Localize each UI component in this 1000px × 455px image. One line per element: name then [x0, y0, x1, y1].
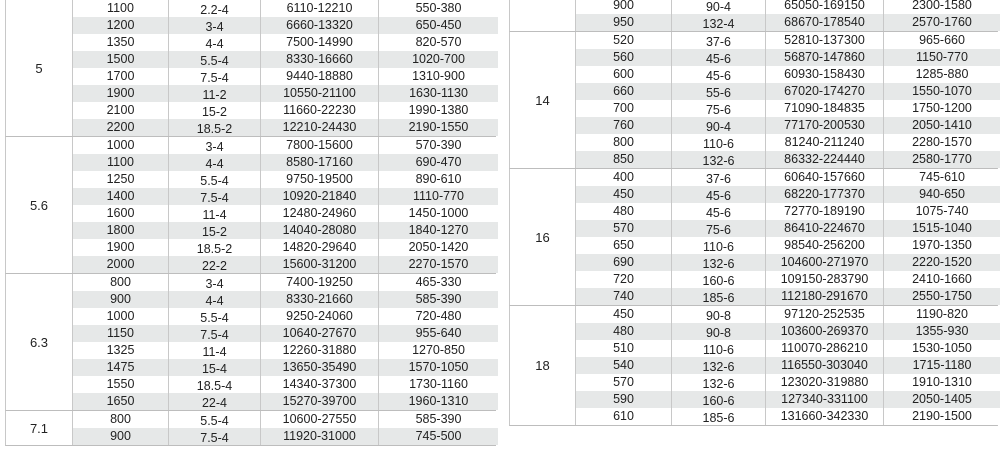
- speed-cell: 660: [576, 83, 672, 100]
- speed-cell: 520: [576, 32, 672, 49]
- table-row: [73, 222, 498, 239]
- model-number-cell: 7.1: [6, 411, 73, 445]
- group-rows: [576, 169, 1000, 305]
- speed-cell: 560: [576, 49, 672, 66]
- motor-power-cell: 18.5-4: [169, 376, 261, 393]
- speed-cell: 1900: [73, 85, 169, 102]
- air-volume-cell: 97120-252535: [766, 306, 884, 323]
- air-volume-cell: 10600-27550: [261, 411, 379, 428]
- air-volume-cell: 52810-137300: [766, 32, 884, 49]
- pressure-cell: 1970-1350: [912, 238, 972, 252]
- air-volume-cell: 12260-31880: [261, 342, 379, 359]
- table-row: [73, 239, 498, 256]
- speed-cell: 1550: [73, 376, 169, 393]
- pressure-cell: 1075-740: [915, 204, 969, 218]
- motor-power-cell: 7.5-4: [169, 325, 261, 342]
- speed-cell: 510: [576, 340, 672, 357]
- group-rows: [73, 0, 498, 136]
- pressure-cell: 2280-1570: [912, 135, 972, 149]
- air-volume-cell: 68220-177370: [766, 186, 884, 203]
- motor-power-cell: 110-6: [672, 237, 766, 254]
- speed-cell: 1100: [73, 154, 169, 171]
- motor-power-cell: 18.5-2: [169, 239, 261, 256]
- pressure-cell: 1450-1000: [408, 206, 469, 220]
- model-group: [509, 169, 998, 306]
- table-row: [576, 254, 1000, 271]
- speed-cell: 2200: [73, 119, 169, 136]
- speed-cell: 2000: [73, 256, 169, 273]
- model-group: [5, 0, 496, 137]
- table-row: [73, 34, 498, 51]
- model-number-cell: 6.3: [6, 274, 73, 410]
- table-row: [73, 68, 498, 85]
- air-volume-cell: 77170-200530: [766, 117, 884, 134]
- pressure-cell: 955-640: [415, 326, 462, 340]
- motor-power-cell: 90-4: [672, 117, 766, 134]
- motor-power-cell: 90-4: [672, 0, 766, 14]
- speed-cell: 1000: [73, 308, 169, 325]
- pressure-cell: 2570-1760: [912, 15, 972, 29]
- pressure-cell: 1110-770: [413, 189, 464, 203]
- air-volume-cell: 112180-291670: [766, 288, 884, 305]
- speed-cell: 1475: [73, 359, 169, 376]
- air-volume-cell: 14040-28080: [261, 222, 379, 239]
- speed-cell: 590: [576, 391, 672, 408]
- speed-cell: 1250: [73, 171, 169, 188]
- air-volume-cell: 10550-21100: [261, 85, 379, 102]
- motor-power-cell: 4-4: [169, 291, 261, 308]
- model-group: [5, 274, 496, 411]
- left-spec-table: [5, 0, 496, 446]
- motor-power-cell: 11-4: [169, 205, 261, 222]
- air-volume-cell: 13650-35490: [261, 359, 379, 376]
- pressure-cell: 585-390: [415, 292, 462, 306]
- pressure-cell: 1910-1310: [912, 375, 972, 389]
- pressure-cell: 2410-1660: [912, 272, 972, 286]
- speed-cell: 1150: [73, 325, 169, 342]
- speed-cell: 900: [576, 0, 672, 14]
- group-rows: [576, 306, 1000, 425]
- motor-power-cell: 110-6: [672, 340, 766, 357]
- pressure-cell: 890-610: [415, 172, 462, 186]
- model-number-cell: 5: [6, 0, 73, 136]
- model-number-cell: 5.6: [6, 137, 73, 273]
- motor-power-cell: 15-2: [169, 102, 261, 119]
- air-volume-cell: 15270-39700: [261, 393, 379, 410]
- speed-cell: 800: [73, 411, 169, 428]
- motor-power-cell: 15-4: [169, 359, 261, 376]
- table-row: [576, 374, 1000, 391]
- table-row: [73, 171, 498, 188]
- model-group: [5, 137, 496, 274]
- speed-cell: 570: [576, 374, 672, 391]
- motor-power-cell: 185-6: [672, 408, 766, 425]
- motor-power-cell: 5.5-4: [169, 411, 261, 428]
- model-number-cell: 14: [510, 32, 576, 168]
- table-row: [73, 154, 498, 171]
- air-volume-cell: 104600-271970: [766, 254, 884, 271]
- table-row: [576, 32, 1000, 49]
- pressure-cell: 1515-1040: [912, 221, 972, 235]
- group-rows: [73, 274, 498, 410]
- table-row: [576, 357, 1000, 374]
- pressure-cell: 2270-1570: [408, 257, 469, 271]
- pressure-cell: 1715-1180: [912, 358, 972, 372]
- group-rows: [73, 137, 498, 273]
- table-row: [576, 100, 1000, 117]
- air-volume-cell: 86410-224670: [766, 220, 884, 237]
- speed-cell: 760: [576, 117, 672, 134]
- speed-cell: 610: [576, 408, 672, 425]
- table-row: [576, 288, 1000, 305]
- table-row: [576, 0, 1000, 14]
- table-row: [73, 188, 498, 205]
- table-row: [576, 306, 1000, 323]
- pressure-cell: 2580-1770: [912, 152, 972, 166]
- motor-power-cell: 45-6: [672, 186, 766, 203]
- air-volume-cell: 9250-24060: [261, 308, 379, 325]
- speed-cell: 700: [576, 100, 672, 117]
- speed-cell: 850: [576, 151, 672, 168]
- air-volume-cell: 11660-22230: [261, 102, 379, 119]
- table-row: [576, 340, 1000, 357]
- air-volume-cell: 12210-24430: [261, 119, 379, 136]
- pressure-cell: 2190-1550: [408, 120, 469, 134]
- air-volume-cell: 65050-169150: [766, 0, 884, 14]
- speed-cell: 480: [576, 203, 672, 220]
- air-volume-cell: 8330-21660: [261, 291, 379, 308]
- pressure-cell: 1840-1270: [408, 223, 469, 237]
- motor-power-cell: 160-6: [672, 271, 766, 288]
- pressure-cell: 965-660: [919, 33, 965, 47]
- air-volume-cell: 131660-342330: [766, 408, 884, 425]
- air-volume-cell: 60640-157660: [766, 169, 884, 186]
- pressure-cell: 1270-850: [412, 343, 465, 357]
- motor-power-cell: 18.5-2: [169, 119, 261, 136]
- air-volume-cell: 98540-256200: [766, 237, 884, 254]
- pressure-cell: 1960-1310: [408, 394, 469, 408]
- table-row: [73, 119, 498, 136]
- table-row: [576, 237, 1000, 254]
- air-volume-cell: 56870-147860: [766, 49, 884, 66]
- table-row: [576, 323, 1000, 340]
- table-row: [73, 256, 498, 273]
- pressure-cell: 820-570: [415, 35, 462, 49]
- motor-power-cell: 22-4: [169, 393, 261, 410]
- speed-cell: 800: [73, 274, 169, 291]
- motor-power-cell: 7.5-4: [169, 68, 261, 85]
- motor-power-cell: 5.5-4: [169, 171, 261, 188]
- air-volume-cell: 81240-211240: [766, 134, 884, 151]
- pressure-cell: 2050-1405: [912, 392, 972, 406]
- table-row: [73, 376, 498, 393]
- pressure-cell: 465-330: [415, 275, 462, 289]
- speed-cell: 1500: [73, 51, 169, 68]
- table-row: [73, 17, 498, 34]
- speed-cell: 740: [576, 288, 672, 305]
- pressure-cell: 650-450: [415, 18, 462, 32]
- air-volume-cell: 12480-24960: [261, 205, 379, 222]
- air-volume-cell: 9750-19500: [261, 171, 379, 188]
- table-row: [576, 151, 1000, 168]
- motor-power-cell: 75-6: [672, 220, 766, 237]
- model-group: [509, 32, 998, 169]
- right-spec-table: [509, 0, 998, 426]
- motor-power-cell: 132-6: [672, 151, 766, 168]
- air-volume-cell: 127340-331100: [766, 391, 884, 408]
- table-row: [576, 186, 1000, 203]
- table-row: [576, 49, 1000, 66]
- air-volume-cell: 110070-286210: [766, 340, 884, 357]
- motor-power-cell: 90-8: [672, 306, 766, 323]
- speed-cell: 1800: [73, 222, 169, 239]
- table-row: [576, 203, 1000, 220]
- air-volume-cell: 14820-29640: [261, 239, 379, 256]
- air-volume-cell: 116550-303040: [766, 357, 884, 374]
- table-row: [73, 393, 498, 410]
- table-row: [73, 51, 498, 68]
- air-volume-cell: 86332-224440: [766, 151, 884, 168]
- air-volume-cell: 71090-184835: [766, 100, 884, 117]
- table-row: [73, 428, 498, 445]
- table-row: [73, 291, 498, 308]
- speed-cell: 900: [73, 428, 169, 445]
- table-row: [73, 274, 498, 291]
- table-row: [73, 325, 498, 342]
- air-volume-cell: 10640-27670: [261, 325, 379, 342]
- air-volume-cell: 103600-269370: [766, 323, 884, 340]
- air-volume-cell: 7500-14990: [261, 34, 379, 51]
- speed-cell: 600: [576, 66, 672, 83]
- table-row: [73, 85, 498, 102]
- motor-power-cell: 110-6: [672, 134, 766, 151]
- table-row: [576, 14, 1000, 31]
- pressure-cell: 2050-1420: [408, 240, 469, 254]
- speed-cell: 540: [576, 357, 672, 374]
- motor-power-cell: 7.5-4: [169, 188, 261, 205]
- table-row: [73, 102, 498, 119]
- pressure-cell: 2550-1750: [912, 289, 972, 303]
- pressure-cell: 2190-1500: [912, 409, 972, 423]
- pressure-cell: 2300-1580: [912, 0, 972, 12]
- air-volume-cell: 15600-31200: [261, 256, 379, 273]
- model-group: [509, 306, 998, 426]
- pressure-cell: 2220-1520: [912, 255, 972, 269]
- speed-cell: 690: [576, 254, 672, 271]
- motor-power-cell: 5.5-4: [169, 308, 261, 325]
- pressure-cell: 1550-1070: [912, 84, 972, 98]
- motor-power-cell: 11-2: [169, 85, 261, 102]
- motor-power-cell: 132-6: [672, 254, 766, 271]
- pressure-cell: 1285-880: [915, 67, 969, 81]
- pressure-cell: 1190-820: [916, 307, 968, 321]
- motor-power-cell: 7.5-4: [169, 428, 261, 445]
- speed-cell: 1900: [73, 239, 169, 256]
- speed-cell: 950: [576, 14, 672, 31]
- model-number-cell: 18: [510, 306, 576, 425]
- model-group: [5, 411, 496, 446]
- speed-cell: 2100: [73, 102, 169, 119]
- motor-power-cell: 55-6: [672, 83, 766, 100]
- pressure-cell: 1750-1200: [912, 101, 972, 115]
- table-row: [576, 391, 1000, 408]
- air-volume-cell: 7800-15600: [261, 137, 379, 154]
- table-row: [576, 66, 1000, 83]
- pressure-cell: 1310-900: [412, 69, 465, 83]
- pressure-cell: 1530-1050: [912, 341, 972, 355]
- speed-cell: 1350: [73, 34, 169, 51]
- air-volume-cell: 8330-16660: [261, 51, 379, 68]
- motor-power-cell: 45-6: [672, 203, 766, 220]
- motor-power-cell: 2.2-4: [169, 0, 261, 17]
- table-row: [73, 308, 498, 325]
- air-volume-cell: 11920-31000: [261, 428, 379, 445]
- speed-cell: 1000: [73, 137, 169, 154]
- air-volume-cell: 72770-189190: [766, 203, 884, 220]
- pressure-cell: 570-390: [415, 138, 462, 152]
- speed-cell: 1100: [73, 0, 169, 17]
- motor-power-cell: 132-4: [672, 14, 766, 31]
- table-row: [73, 137, 498, 154]
- speed-cell: 1650: [73, 393, 169, 410]
- table-row: [576, 408, 1000, 425]
- speed-cell: 650: [576, 237, 672, 254]
- speed-cell: 720: [576, 271, 672, 288]
- table-row: [73, 359, 498, 376]
- table-row: [576, 271, 1000, 288]
- pressure-cell: 550-380: [415, 1, 462, 15]
- motor-power-cell: 4-4: [169, 154, 261, 171]
- table-row: [73, 342, 498, 359]
- pressure-cell: 720-480: [415, 309, 462, 323]
- group-rows: [576, 32, 1000, 168]
- speed-cell: 570: [576, 220, 672, 237]
- speed-cell: 900: [73, 291, 169, 308]
- pressure-cell: 1020-700: [412, 52, 465, 66]
- speed-cell: 1325: [73, 342, 169, 359]
- motor-power-cell: 37-6: [672, 169, 766, 186]
- speed-cell: 1200: [73, 17, 169, 34]
- pressure-cell: 745-610: [919, 170, 965, 184]
- table-row: [576, 83, 1000, 100]
- motor-power-cell: 3-4: [169, 17, 261, 34]
- table-row: [576, 220, 1000, 237]
- model-number-cell: [510, 0, 576, 31]
- speed-cell: 800: [576, 134, 672, 151]
- table-row: [73, 0, 498, 17]
- air-volume-cell: 109150-283790: [766, 271, 884, 288]
- pressure-cell: 2050-1410: [912, 118, 972, 132]
- motor-power-cell: 75-6: [672, 100, 766, 117]
- motor-power-cell: 45-6: [672, 49, 766, 66]
- speed-cell: 400: [576, 169, 672, 186]
- air-volume-cell: 68670-178540: [766, 14, 884, 31]
- group-rows: [73, 411, 498, 445]
- speed-cell: 1700: [73, 68, 169, 85]
- speed-cell: 1400: [73, 188, 169, 205]
- air-volume-cell: 67020-174270: [766, 83, 884, 100]
- pressure-cell: 1150-770: [916, 50, 968, 64]
- table-row: [73, 411, 498, 428]
- air-volume-cell: 6110-12210: [261, 0, 379, 17]
- model-number-cell: 16: [510, 169, 576, 305]
- motor-power-cell: 3-4: [169, 274, 261, 291]
- motor-power-cell: 132-6: [672, 374, 766, 391]
- motor-power-cell: 160-6: [672, 391, 766, 408]
- pressure-cell: 745-500: [415, 429, 462, 443]
- speed-cell: 480: [576, 323, 672, 340]
- air-volume-cell: 14340-37300: [261, 376, 379, 393]
- pressure-cell: 1355-930: [915, 324, 969, 338]
- motor-power-cell: 5.5-4: [169, 51, 261, 68]
- motor-power-cell: 37-6: [672, 32, 766, 49]
- pressure-cell: 940-650: [919, 187, 965, 201]
- pressure-cell: 1630-1130: [409, 86, 468, 100]
- air-volume-cell: 123020-319880: [766, 374, 884, 391]
- motor-power-cell: 90-8: [672, 323, 766, 340]
- motor-power-cell: 4-4: [169, 34, 261, 51]
- motor-power-cell: 132-6: [672, 357, 766, 374]
- air-volume-cell: 8580-17160: [261, 154, 379, 171]
- table-row: [576, 117, 1000, 134]
- speed-cell: 1600: [73, 205, 169, 222]
- motor-power-cell: 11-4: [169, 342, 261, 359]
- pressure-cell: 585-390: [415, 412, 462, 426]
- table-row: [73, 205, 498, 222]
- table-row: [576, 134, 1000, 151]
- pressure-cell: 1570-1050: [408, 360, 469, 374]
- air-volume-cell: 10920-21840: [261, 188, 379, 205]
- pressure-cell: 690-470: [415, 155, 462, 169]
- air-volume-cell: 6660-13320: [261, 17, 379, 34]
- motor-power-cell: 185-6: [672, 288, 766, 305]
- group-rows: [576, 0, 1000, 31]
- motor-power-cell: 3-4: [169, 137, 261, 154]
- motor-power-cell: 15-2: [169, 222, 261, 239]
- pressure-cell: 1990-1380: [408, 103, 469, 117]
- table-row: [576, 169, 1000, 186]
- model-group: [509, 0, 998, 32]
- air-volume-cell: 7400-19250: [261, 274, 379, 291]
- pressure-cell: 1730-1160: [409, 377, 468, 391]
- motor-power-cell: 22-2: [169, 256, 261, 273]
- motor-power-cell: 45-6: [672, 66, 766, 83]
- speed-cell: 450: [576, 186, 672, 203]
- air-volume-cell: 60930-158430: [766, 66, 884, 83]
- air-volume-cell: 9440-18880: [261, 68, 379, 85]
- speed-cell: 450: [576, 306, 672, 323]
